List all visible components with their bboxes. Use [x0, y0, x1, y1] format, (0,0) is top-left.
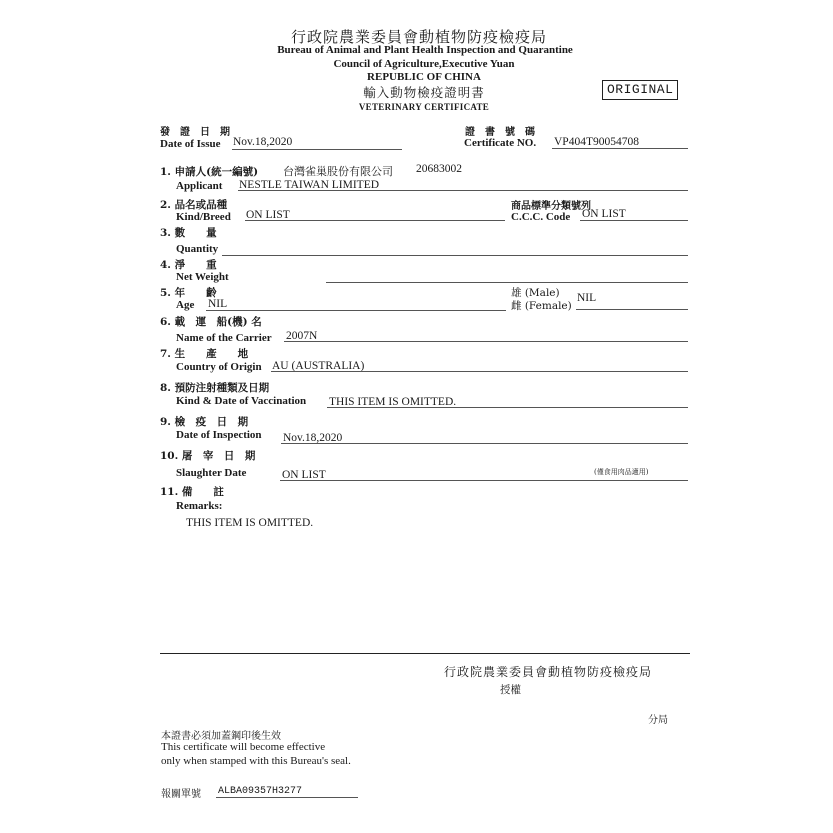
certificate-title-en: VETERINARY CERTIFICATE — [358, 102, 490, 112]
footer-branch-zh: 分局 — [648, 715, 668, 726]
origin-value: AU (AUSTRALIA) — [272, 360, 365, 372]
age-line — [206, 310, 506, 311]
kind-value: ON LIST — [246, 209, 290, 221]
inspection-line — [281, 443, 688, 444]
quantity-line — [222, 255, 688, 256]
carrier-label-zh: 6. 載 運 船(機) 名 — [160, 316, 262, 328]
cert-number-label: Certificate NO. — [464, 137, 537, 149]
origin-label-zh: 7. 生 產 地 — [160, 348, 249, 360]
country-title: REPUBLIC OF CHINA — [367, 71, 481, 83]
weight-label: Net Weight — [176, 271, 229, 283]
issue-date-label: Date of Issue — [160, 138, 221, 150]
vaccination-label: Kind & Date of Vaccination — [176, 395, 307, 407]
footer-divider — [160, 653, 690, 654]
sex-value: NIL — [577, 292, 597, 304]
origin-label: Country of Origin — [176, 361, 262, 373]
sex-line — [576, 309, 688, 310]
kind-label-zh: 2. 品名或品種 — [160, 199, 228, 211]
weight-line — [326, 282, 688, 283]
cert-number-value: VP404T90054708 — [554, 136, 639, 148]
inspection-value: Nov.18,2020 — [283, 432, 343, 444]
kind-line — [245, 220, 505, 221]
vaccination-label-zh: 8. 預防注射種類及日期 — [160, 382, 270, 394]
customs-number-label-zh: 報關單號 — [161, 789, 201, 800]
customs-number-value: ALBA09357H3277 — [218, 786, 303, 797]
weight-label-zh: 4. 淨 重 — [160, 259, 217, 271]
applicant-name: NESTLE TAIWAN LIMITED — [239, 179, 380, 191]
slaughter-line — [280, 480, 688, 481]
remarks-label-zh: 11. 備 註 — [160, 486, 224, 498]
inspection-label-zh: 9. 檢 疫 日 期 — [160, 416, 249, 428]
age-label-zh: 5. 年 齡 — [160, 287, 217, 299]
slaughter-note: (僅食用肉品適用) — [594, 468, 649, 476]
footer-authorized-zh: 授權 — [500, 684, 521, 696]
council-title-en: Council of Agriculture,Executive Yuan — [333, 58, 515, 70]
inspection-label: Date of Inspection — [176, 429, 262, 441]
quantity-label: Quantity — [176, 243, 219, 255]
slaughter-label: Slaughter Date — [176, 467, 247, 479]
carrier-label: Name of the Carrier — [176, 332, 272, 344]
vaccination-line — [327, 407, 688, 408]
seal-note-zh: 本證書必須加蓋鋼印後生效 — [161, 731, 281, 742]
applicant-id: 20683002 — [416, 163, 462, 175]
applicant-name-zh: 台灣雀巢股份有限公司 — [283, 165, 393, 178]
ccc-label-zh: 商品標準分類號列 — [511, 201, 591, 212]
kind-label: Kind/Breed — [176, 211, 231, 223]
agency-title-en: Bureau of Animal and Plant Health Inspection and Quarantine — [277, 44, 573, 56]
certificate-title-zh: 輸入動物檢疫證明書 — [363, 85, 485, 100]
cert-number-label-zh: 證 書 號 碼 — [465, 127, 535, 138]
vaccination-value: THIS ITEM IS OMITTED. — [329, 396, 457, 408]
age-value: NIL — [208, 298, 228, 310]
applicant-label: Applicant — [176, 180, 223, 192]
slaughter-label-zh: 10. 屠 宰 日 期 — [160, 450, 256, 462]
issue-date-line — [232, 149, 402, 150]
ccc-label: C.C.C. Code — [511, 211, 571, 223]
original-stamp: ORIGINAL — [602, 80, 678, 100]
seal-note-en-line1: This certificate will become effective — [161, 741, 326, 753]
ccc-line — [580, 220, 688, 221]
customs-number-line — [216, 797, 358, 798]
carrier-value: 2007N — [286, 330, 318, 342]
issue-date-label-zh: 發 證 日 期 — [160, 127, 230, 138]
ccc-value: ON LIST — [582, 208, 626, 220]
female-label: 雌 (Female) — [511, 300, 572, 312]
seal-note-en-line2: only when stamped with this Bureau's seal. — [161, 755, 351, 767]
remarks-value: THIS ITEM IS OMITTED. — [186, 517, 314, 529]
remarks-label: Remarks: — [176, 500, 223, 512]
age-label: Age — [176, 299, 195, 311]
male-label: 雄 (Male) — [511, 287, 560, 299]
applicant-line — [238, 190, 688, 191]
agency-title-zh: 行政院農業委員會動植物防疫檢疫局 — [290, 28, 548, 46]
applicant-label-zh: 1. 申請人(統一編號) — [160, 166, 259, 178]
carrier-line — [284, 341, 688, 342]
quantity-label-zh: 3. 數 量 — [160, 227, 217, 239]
issue-date-value: Nov.18,2020 — [233, 136, 293, 148]
footer-agency-zh: 行政院農業委員會動植物防疫檢疫局 — [444, 665, 653, 679]
slaughter-value: ON LIST — [282, 469, 326, 481]
cert-number-line — [552, 148, 688, 149]
origin-line — [271, 371, 688, 372]
